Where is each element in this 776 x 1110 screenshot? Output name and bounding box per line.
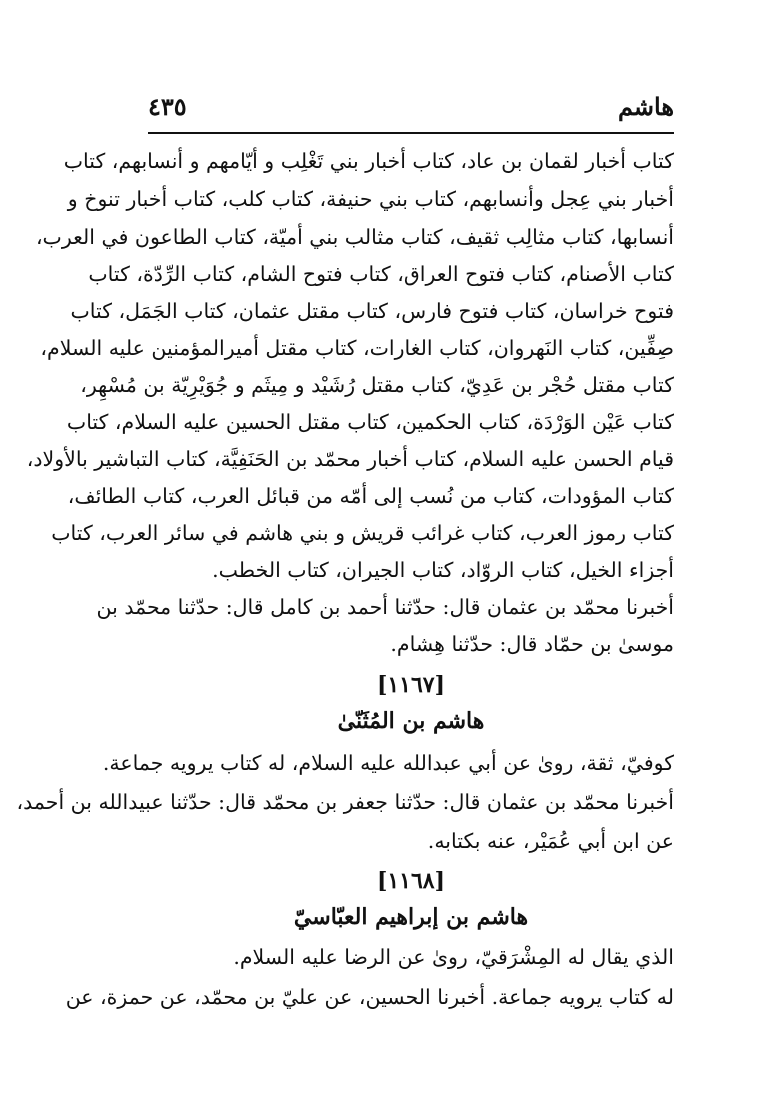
- entry-heading: هاشم بن المُثَنّىٰ: [337, 708, 485, 734]
- text-line: أخبار بني عِجل وأنسابهم، كتاب بني حنيفة، كتاب كلب، كتاب أخبار تنوخ و: [67, 187, 674, 211]
- entry-number: [١١٦٧]: [376, 672, 446, 698]
- text-line: أجزاء الخيل، كتاب الروّاد، كتاب الجيران، كتاب الخطب.: [212, 558, 674, 582]
- text-line: الذي يقال له المِشْرَقيّ، روىٰ عن الرضا عليه السلام.: [233, 945, 674, 969]
- entry-heading: هاشم بن إبراهيم العبّاسيّ: [293, 904, 529, 930]
- text-line: كتاب مقتل حُجْر بن عَدِيّ، كتاب مقتل رُشَيْد و مِيثَم و جُوَيْرِيّة بن مُسْهِر،: [80, 373, 674, 397]
- text-line: أخبرنا محمّد بن عثمان قال: حدّثنا جعفر بن محمّد قال: حدّثنا عبيدالله بن أحمد،: [16, 790, 674, 814]
- running-head: هاشم: [617, 92, 674, 121]
- text-line: فتوح خراسان، كتاب فتوح فارس، كتاب مقتل عثمان، كتاب الجَمَل، كتاب: [70, 299, 674, 323]
- text-line: صِفِّين، كتاب النَهروان، كتاب الغارات، كتاب مقتل أميرالمؤمنين عليه السلام،: [40, 336, 674, 360]
- page-number: ٤٣٥: [148, 92, 187, 121]
- text-line: أنسابها، كتاب مثالِب ثقيف، كتاب مثالب بني أميّة، كتاب الطاعون في العرب،: [35, 225, 674, 249]
- text-line: كتاب أخبار لقمان بن عاد، كتاب أخبار بني تَغْلِب و أيّامهم و أنسابهم، كتاب: [63, 149, 674, 173]
- text-line: كتاب عَيْن الوَرْدَة، كتاب الحكمين، كتاب مقتل الحسين عليه السلام، كتاب: [66, 410, 674, 434]
- text-line: عن ابن أبي عُمَيْر، عنه بكتابه.: [427, 829, 674, 853]
- text-line: كتاب الأصنام، كتاب فتوح العراق، كتاب فتوح الشام، كتاب الرِّدّة، كتاب: [88, 262, 674, 286]
- header-rule: [148, 132, 674, 134]
- text-line: له كتاب يرويه جماعة. أخبرنا الحسين، عن عليّ بن محمّد، عن حمزة، عن: [65, 985, 674, 1009]
- text-line: كوفيّ، ثقة، روىٰ عن أبي عبدالله عليه السلام، له كتاب يرويه جماعة.: [102, 751, 674, 775]
- text-line: كتاب المؤودات، كتاب من نُسب إلى أمّه من قبائل العرب، كتاب الطائف،: [67, 484, 674, 508]
- entry-number: [١١٦٨]: [376, 868, 446, 894]
- text-line: كتاب رموز العرب، كتاب غرائب قريش و بني هاشم في سائر العرب، كتاب: [51, 521, 674, 545]
- text-line: قيام الحسن عليه السلام، كتاب أخبار محمّد بن الحَنَفِيَّة، كتاب التباشير بالأولاد،: [26, 447, 674, 471]
- text-line: موسىٰ بن حمّاد قال: حدّثنا هِشام.: [390, 632, 674, 656]
- page-header: [148, 88, 674, 128]
- text-line: أخبرنا محمّد بن عثمان قال: حدّثنا أحمد بن كامل قال: حدّثنا محمّد بن: [96, 595, 674, 619]
